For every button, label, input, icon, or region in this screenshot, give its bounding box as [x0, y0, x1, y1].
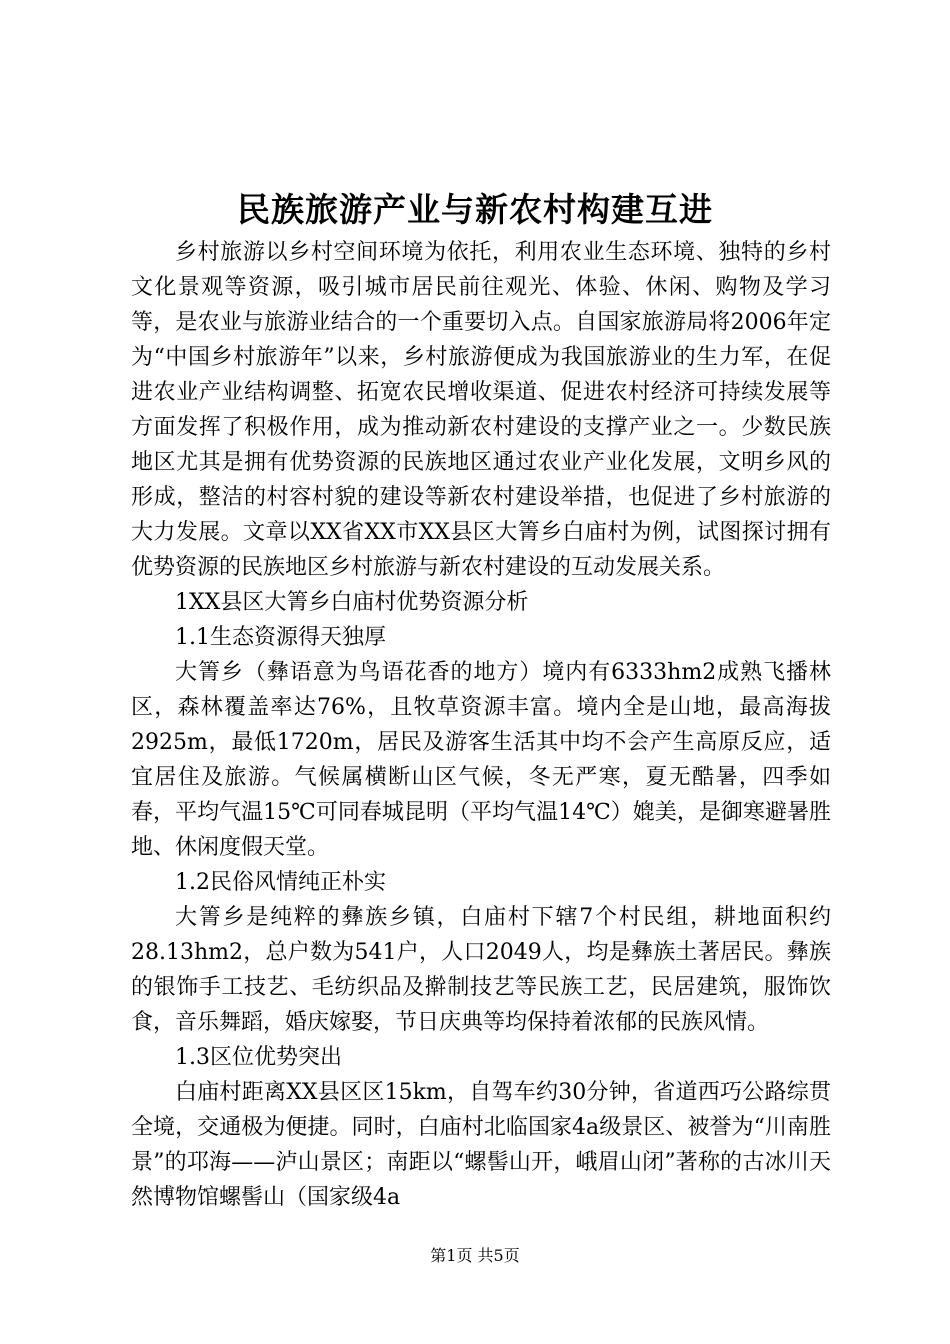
subsection-heading-1-3: 1.3区位优势突出	[175, 1045, 342, 1070]
subsection-heading-1-2: 1.2民俗风情纯正朴实	[175, 870, 386, 895]
paragraph-folk-customs: 大箐乡是纯粹的彝族乡镇，白庙村下辖7个村民组，耕地面积约28.13hm2，总户数为541户，人口2049人，均是彝族土著居民。彝族的银饰手工技艺、毛纺织品及擀制技艺等民族工艺，民居建筑，服饰饮食，音乐舞蹈，婚庆嫁娶，节日庆典等均保持着浓郁的民族风情。	[131, 905, 831, 1035]
section-heading-1: 1XX县区大箐乡白庙村优势资源分析	[175, 590, 529, 615]
document-title: 民族旅游产业与新农村构建互进	[237, 190, 713, 229]
document-body	[131, 235, 831, 1215]
paragraph-intro: 乡村旅游以乡村空间环境为依托，利用农业生态环境、独特的乡村文化景观等资源，吸引城市居民前往观光、体验、休闲、购物及学习等，是农业与旅游业结合的一个重要切入点。自国家旅游局将2006年定为“中国乡村旅游年”以来，乡村旅游便成为我国旅游业的生力军，在促进农业产业结构调整、拓宽农民增收渠道、促进农村经济可持续发展等方面发挥了积极作用，成为推动新农村建设的支撑产业之一。少数民族地区尤其是拥有优势资源的民族地区通过农业产业化发展，文明乡风的形成，整洁的村容村貌的建设等新农村建设举措，也促进了乡村旅游的大力发展。文章以XX省XX市XX县区大箐乡白庙村为例，试图探讨拥有优势资源的民族地区乡村旅游与新农村建设的互动发展关系。	[131, 240, 831, 580]
page-number-footer: 第1页 共5页	[430, 1246, 520, 1265]
paragraph-location: 白庙村距离XX县区区15km，自驾车约30分钟，省道西巧公路综贯全境，交通极为便捷。同时，白庙村北临国家4a级景区、被誉为“川南胜景”的邛海——泸山景区；南距以“螺髻山开，峨眉山闭”著称的古冰川天然博物馆螺髻山（国家级4a	[131, 1080, 831, 1210]
subsection-heading-1-1: 1.1生态资源得天独厚	[175, 625, 386, 650]
paragraph-ecology: 大箐乡（彝语意为鸟语花香的地方）境内有6333hm2成熟飞播林区，森林覆盖率达76%，且牧草资源丰富。境内全是山地，最高海拔2925m，最低1720m，居民及游客生活其中均不会产生高原反应，适宜居住及旅游。气候属横断山区气候，冬无严寒，夏无酷暑，四季如春，平均气温15℃可同春城昆明（平均气温14℃）媲美，是御寒避暑胜地、休闲度假天堂。	[131, 660, 831, 860]
